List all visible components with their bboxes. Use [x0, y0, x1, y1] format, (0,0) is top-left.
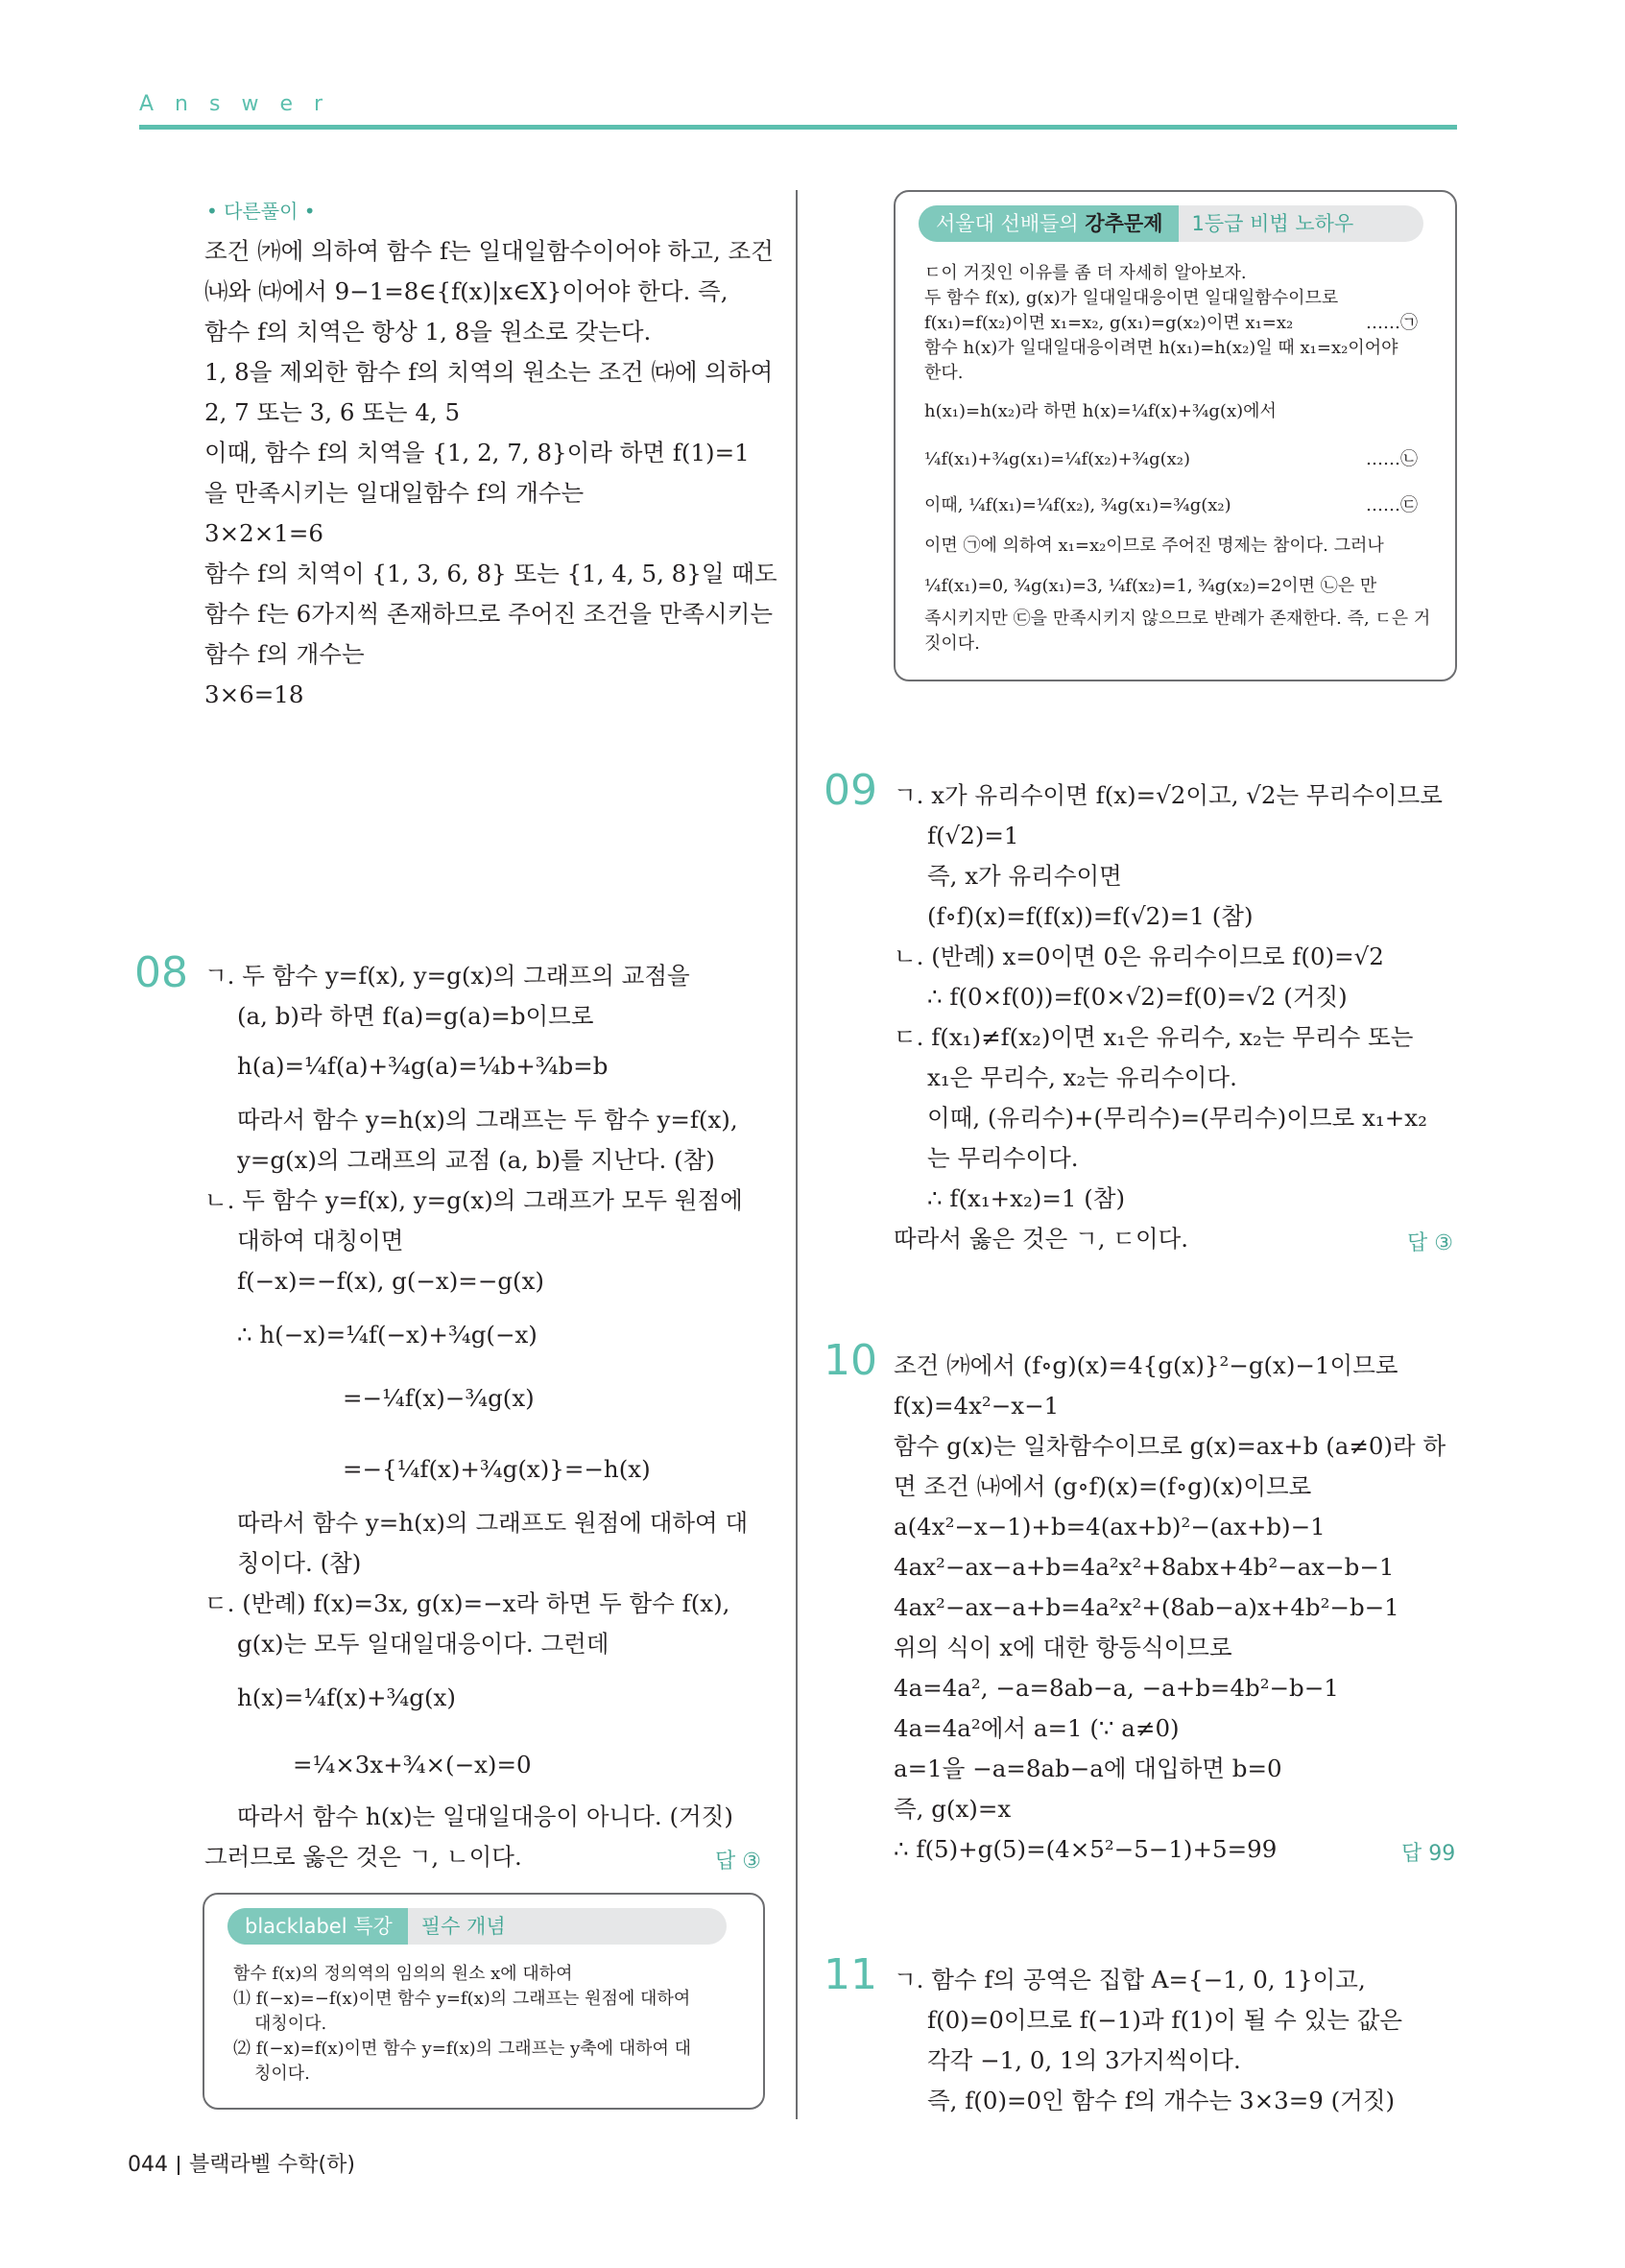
senior-box-title — [919, 205, 1423, 242]
q08-line: ㄱ. 두 함수 y=f(x), y=g(x)의 그래프의 교점을 — [204, 962, 690, 990]
senior-line: 두 함수 f(x), g(x)가 일대일대응이면 일대일함수이므로 — [924, 288, 1339, 308]
alt-line: 을 만족시키는 일대일함수 f의 개수는 — [204, 479, 585, 507]
senior-box-pill — [919, 205, 1179, 242]
q08-line: ㄴ. 두 함수 y=f(x), y=g(x)의 그래프가 모두 원점에 — [204, 1186, 743, 1214]
concept-line: 칭이다. — [254, 2064, 310, 2084]
footer-separator — [178, 2156, 179, 2175]
q10-line: 즉, g(x)=x — [894, 1795, 1012, 1823]
q10-line: 조건 ㈎에서 (f∘g)(x)=4{g(x)}²−g(x)−1이므로 — [894, 1351, 1398, 1379]
concept-pill-a: blacklabel — [245, 1915, 354, 1938]
column-divider — [796, 190, 798, 2119]
q11-line: ㄱ. 함수 f의 공역은 집합 A={−1, 0, 1}이고, — [894, 1966, 1366, 1993]
q08-line: (a, b)라 하면 f(a)=g(a)=b이므로 — [237, 1002, 594, 1030]
concept-box-pill — [227, 1908, 408, 1945]
q09-line: ㄱ. x가 유리수이면 f(x)=√2이고, √2는 무리수이므로 — [894, 781, 1443, 809]
q10-line: 위의 식이 x에 대한 항등식이므로 — [894, 1634, 1232, 1661]
concept-line: ⑴ f(−x)=−f(x)이면 함수 y=f(x)의 그래프는 원점에 대하여 — [233, 1989, 691, 2009]
senior-line: 이때, ¼f(x₁)=¼f(x₂), ¾g(x₁)=¾g(x₂) — [924, 495, 1231, 515]
concept-box-subtitle: 필수 개념 — [420, 1915, 506, 1938]
q10-line: 면 조건 ㈏에서 (g∘f)(x)=(f∘g)(x)이므로 — [894, 1472, 1312, 1500]
q08-line: h(a)=¼f(a)+¾g(a)=¼b+¾b=b — [237, 1052, 609, 1080]
senior-line: 함수 h(x)가 일대일대응이려면 h(x₁)=h(x₂)일 때 x₁=x₂이어야 — [924, 338, 1398, 358]
header-rule — [139, 125, 1457, 130]
question-number-10: 10 — [824, 1336, 877, 1385]
alt-line: 함수 f의 개수는 — [204, 640, 365, 668]
page-number: 044 — [128, 2153, 168, 2177]
q11-line: 각각 −1, 0, 1의 3가지씩이다. — [927, 2046, 1241, 2074]
page-footer — [128, 2148, 355, 2178]
q09-line: ∴ f(0×f(0))=f(0×√2)=f(0)=√2 (거짓) — [927, 983, 1348, 1011]
alt-line: 2, 7 또는 3, 6 또는 4, 5 — [204, 398, 461, 426]
alt-line: ㈏와 ㈐에서 9−1=8∈{f(x)|x∈X}이어야 한다. 즉, — [204, 277, 729, 305]
question-number-11: 11 — [824, 1950, 877, 1999]
q08-line: f(−x)=−f(x), g(−x)=−g(x) — [237, 1267, 544, 1295]
senior-mark-3: ……㉢ — [1366, 495, 1418, 515]
q08-line: 그러므로 옳은 것은 ㄱ, ㄴ이다. — [204, 1843, 522, 1871]
concept-box — [203, 1893, 765, 2110]
senior-line: 짓이다. — [924, 633, 980, 654]
q08-line: =−¼f(x)−¾g(x) — [343, 1384, 535, 1412]
alt-solution-title: • 다른풀이 • — [206, 200, 316, 223]
alt-line: 3×6=18 — [204, 680, 304, 708]
concept-line: ⑵ f(−x)=f(x)이면 함수 y=f(x)의 그래프는 y축에 대하여 대 — [233, 2039, 692, 2059]
senior-line: 한다. — [924, 363, 964, 383]
book-title: 블랙라벨 수학(하) — [189, 2153, 355, 2177]
senior-box-subtitle: 1등급 비법 노하우 — [1191, 212, 1354, 235]
q09-answer: 답 ③ — [1407, 1231, 1453, 1255]
alt-line: 3×2×1=6 — [204, 519, 323, 547]
q08-line: h(x)=¼f(x)+¾g(x) — [237, 1683, 456, 1711]
q08-line: y=g(x)의 그래프의 교점 (a, b)를 지난다. (참) — [237, 1146, 715, 1174]
question-number-09: 09 — [824, 766, 877, 815]
q10-answer: 답 99 — [1401, 1842, 1456, 1866]
q08-line: g(x)는 모두 일대일대응이다. 그런데 — [237, 1630, 609, 1658]
question-number-08: 08 — [134, 948, 188, 997]
alt-line: 함수 f의 치역이 {1, 3, 6, 8} 또는 {1, 4, 5, 8}일 때도 — [204, 560, 777, 587]
q08-line: ㄷ. (반례) f(x)=3x, g(x)=−x라 하면 두 함수 f(x), — [204, 1589, 730, 1617]
q09-line: ㄷ. f(x₁)≠f(x₂)이면 x₁은 유리수, x₂는 무리수 또는 — [894, 1023, 1414, 1051]
senior-pill-b: 강추문제 — [1085, 212, 1163, 235]
header-answer-label: Answer — [139, 92, 345, 116]
q08-line: ∴ h(−x)=¼f(−x)+¾g(−x) — [237, 1321, 538, 1349]
q11-line: f(0)=0이므로 f(−1)과 f(1)이 될 수 있는 값은 — [927, 2006, 1403, 2034]
senior-line: 이면 ㉠에 의하여 x₁=x₂이므로 주어진 명제는 참이다. 그러나 — [924, 536, 1384, 556]
alt-line: 함수 f는 6가지씩 존재하므로 주어진 조건을 만족시키는 — [204, 600, 774, 628]
q09-line: (f∘f)(x)=f(f(x))=f(√2)=1 (참) — [927, 902, 1254, 930]
senior-line: ¼f(x₁)=0, ¾g(x₁)=3, ¼f(x₂)=1, ¾g(x₂)=2이면 ㉡은 만 — [924, 576, 1377, 596]
q09-line: 는 무리수이다. — [927, 1144, 1079, 1172]
concept-line: 대칭이다. — [254, 2014, 327, 2034]
alt-line: 함수 f의 치역은 항상 1, 8을 원소로 갖는다. — [204, 318, 652, 346]
q10-line: 함수 g(x)는 일차함수이므로 g(x)=ax+b (a≠0)라 하 — [894, 1432, 1446, 1460]
q09-line: ∴ f(x₁+x₂)=1 (참) — [927, 1184, 1126, 1212]
q08-line: 따라서 함수 y=h(x)의 그래프도 원점에 대하여 대 — [237, 1509, 749, 1537]
q11-line: 즉, f(0)=0인 함수 f의 개수는 3×3=9 (거짓) — [927, 2087, 1396, 2114]
q09-line: 따라서 옳은 것은 ㄱ, ㄷ이다. — [894, 1225, 1189, 1253]
q10-line: 4ax²−ax−a+b=4a²x²+(8ab−a)x+4b²−b−1 — [894, 1593, 1399, 1621]
q09-line: 즉, x가 유리수이면 — [927, 862, 1122, 890]
q08-answer: 답 ③ — [715, 1850, 761, 1874]
q08-line: 따라서 함수 y=h(x)의 그래프는 두 함수 y=f(x), — [237, 1106, 738, 1134]
q10-line: f(x)=4x²−x−1 — [894, 1392, 1060, 1420]
q09-line: 이때, (유리수)+(무리수)=(무리수)이므로 x₁+x₂ — [927, 1104, 1427, 1132]
concept-line: 함수 f(x)의 정의역의 임의의 원소 x에 대하여 — [233, 1964, 573, 1984]
q10-line: 4a=4a², −a=8ab−a, −a+b=4b²−b−1 — [894, 1674, 1339, 1702]
senior-line: 족시키지만 ㉢을 만족시키지 않으므로 반례가 존재한다. 즉, ㄷ은 거 — [924, 609, 1431, 629]
q10-line: a=1을 −a=8ab−a에 대입하면 b=0 — [894, 1755, 1282, 1782]
q10-line: a(4x²−x−1)+b=4(ax+b)²−(ax+b)−1 — [894, 1513, 1326, 1540]
q08-line: 따라서 함수 h(x)는 일대일대응이 아니다. (거짓) — [237, 1802, 733, 1830]
q10-line: 4a=4a²에서 a=1 (∵ a≠0) — [894, 1714, 1180, 1742]
q10-line: ∴ f(5)+g(5)=(4×5²−5−1)+5=99 — [894, 1835, 1278, 1863]
q08-line: =¼×3x+¾×(−x)=0 — [293, 1751, 532, 1779]
senior-line: f(x₁)=f(x₂)이면 x₁=x₂, g(x₁)=g(x₂)이면 x₁=x₂ — [924, 313, 1294, 333]
alt-line: 1, 8을 제외한 함수 f의 치역의 원소는 조건 ㈐에 의하여 — [204, 358, 774, 386]
senior-line: ¼f(x₁)+¾g(x₁)=¼f(x₂)+¾g(x₂) — [924, 449, 1191, 469]
concept-pill-b: 특강 — [353, 1915, 393, 1938]
senior-line: h(x₁)=h(x₂)라 하면 h(x)=¼f(x)+¾g(x)에서 — [924, 401, 1277, 421]
q08-line: 대하여 대칭이면 — [237, 1227, 404, 1254]
concept-box-title — [227, 1908, 727, 1945]
q08-line: 칭이다. (참) — [237, 1549, 362, 1577]
senior-mark-1: ……㉠ — [1366, 313, 1418, 333]
q10-line: 4ax²−ax−a+b=4a²x²+8abx+4b²−ax−b−1 — [894, 1553, 1395, 1581]
q09-line: ㄴ. (반례) x=0이면 0은 유리수이므로 f(0)=√2 — [894, 943, 1384, 970]
alt-line: 이때, 함수 f의 치역을 {1, 2, 7, 8}이라 하면 f(1)=1 — [204, 439, 750, 466]
senior-line: ㄷ이 거짓인 이유를 좀 더 자세히 알아보자. — [924, 263, 1247, 283]
q09-line: f(√2)=1 — [927, 822, 1019, 849]
senior-tip-box — [894, 190, 1457, 681]
q09-line: x₁은 무리수, x₂는 유리수이다. — [927, 1063, 1237, 1091]
senior-mark-2: ……㉡ — [1366, 449, 1418, 469]
alt-line: 조건 ㈎에 의하여 함수 f는 일대일함수이어야 하고, 조건 — [204, 237, 774, 265]
q08-line: =−{¼f(x)+¾g(x)}=−h(x) — [343, 1455, 651, 1483]
senior-pill-a: 서울대 선배들의 — [936, 212, 1086, 235]
